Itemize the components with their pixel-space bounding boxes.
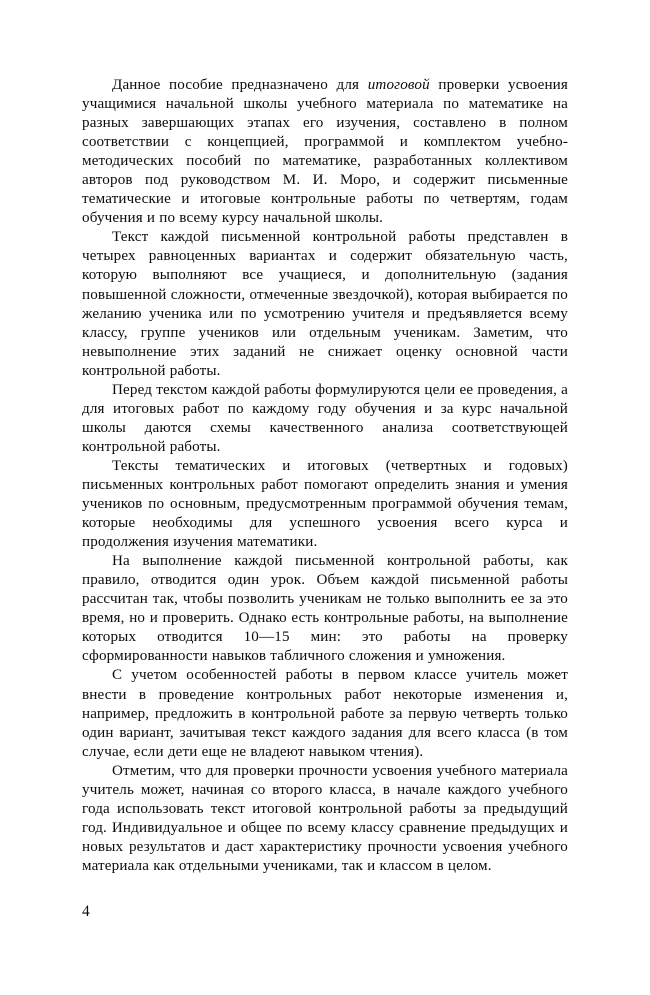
paragraph-7: Отметим, что для проверки прочности усвоения учебного материала учитель может, начиная со второго класса, в начале каждого учебного года использовать текст итоговой контрольной работы за предыдущий год. Индивидуальное и общее по всему классу сравнение предыдущих и новых результатов и даст характеристику прочности усвоения учебного материала как отдельными учениками, так и классом в целом. xyxy=(82,762,568,874)
paragraph-1-italic-phrase: итоговой xyxy=(367,77,430,93)
paragraph-1-lead: Данное пособие предназначено для xyxy=(112,77,368,93)
page-number: 4 xyxy=(82,903,90,920)
page-body-text xyxy=(82,76,568,876)
paragraph-4: Тексты тематических и итоговых (четвертных и годовых) письменных контрольных работ помогают определить знания и умения учеников по основным, предусмотренным программой обучения темам, которые необходимы для успешного усвоения всего курса и продолжения изучения математики. xyxy=(82,457,568,551)
paragraph-5: На выполнение каждой письменной контрольной работы, как правило, отводится один урок. Объем каждой письменной работы рассчитан так, чтобы позволить ученикам не только выполнить ее за это время, но и проверить. Однако есть контрольные работы, на выполнение которых отводится 10—15 мин: это работы на проверку сформированности навыков табличного сложения и умножения. xyxy=(82,553,568,665)
paragraph-2: Текст каждой письменной контрольной работы представлен в четырех равноценных вариантах и содержит обязательную часть, которую выполняют все учащиеся, и дополнительную (задания повышенной сложности, отмеченные звездочкой), которая выбирается по желанию ученика или по усмотрению учителя и предъявляется всему классу, группе учеников или отдельным ученикам. Заметим, что невыполнение этих заданий не снижает оценку основной части контрольной работы. xyxy=(82,229,568,379)
paragraph-1-rest: проверки усвоения учащимися начальной школы учебного материала по математике на разных завершающих этапах его изучения, составлено в полном соответствии с концепцией, программой и комплектом учебно-методических пособий по математике, разработанных коллективом авторов под руководством М. И. Моро, и содержит письменные тематические и итоговые контрольные работы по четвертям, годам обучения и по всему курсу начальной школы. xyxy=(82,77,569,227)
paragraph-1 xyxy=(82,76,568,228)
paragraph-6: С учетом особенностей работы в первом классе учитель может внести в проведение контрольных работ некоторые изменения и, например, предложить в контрольной работе за первую четверть только один вариант, зачитывая текст каждого задания для всего класса (в том случае, если дети еще не владеют навыком чтения). xyxy=(82,667,568,760)
paragraph-3: Перед текстом каждой работы формулируются цели ее проведения, а для итоговых работ по каждому году обучения и за курс начальной школы даются схемы качественного анализа соответствующей контрольной работы. xyxy=(82,381,568,455)
